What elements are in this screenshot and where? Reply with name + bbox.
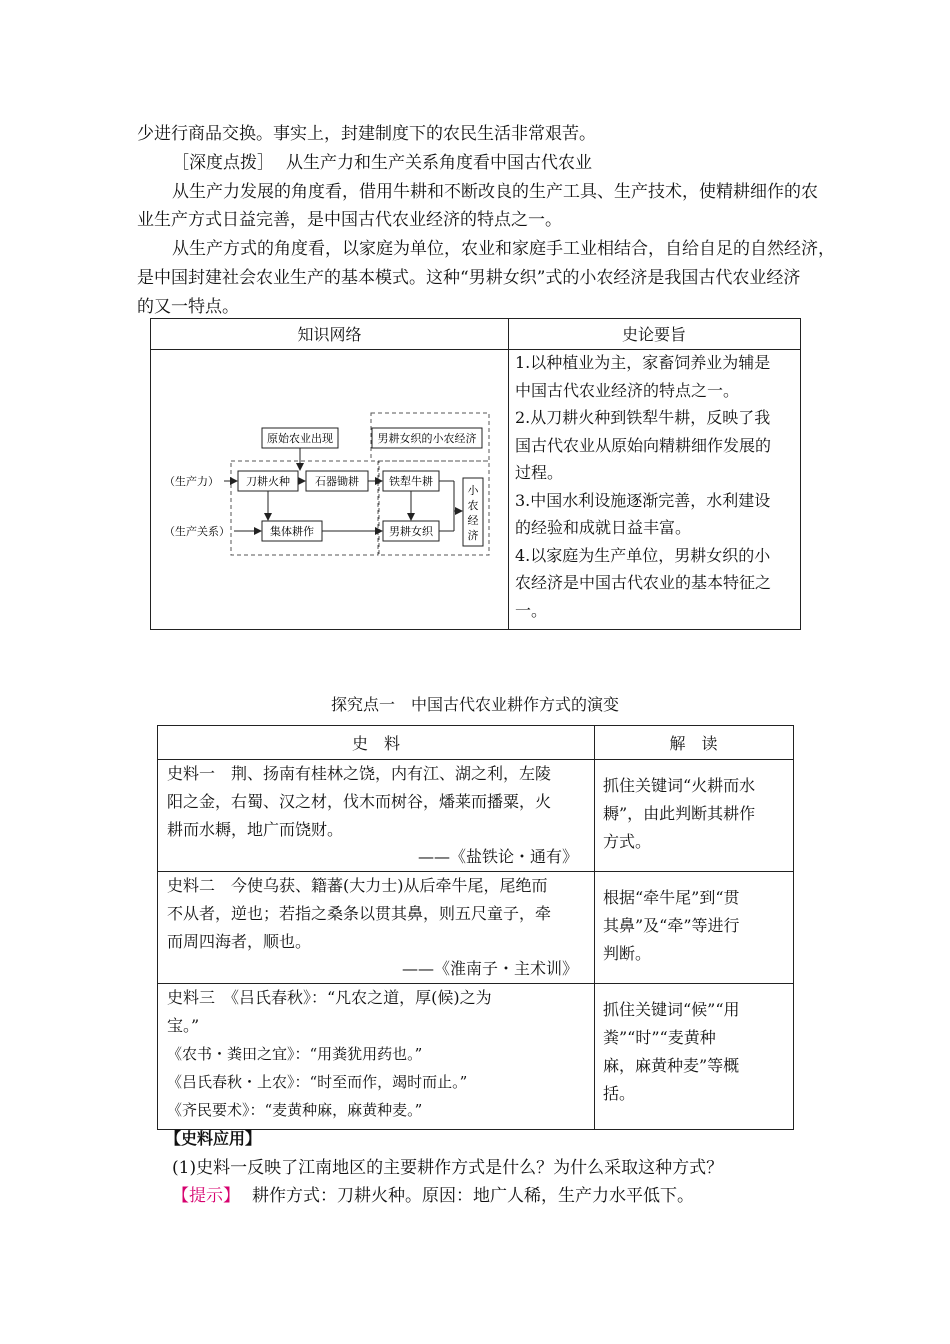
small-econ-label: 男耕女织的小农经济 [377, 432, 477, 445]
origin-label: 原始农业出现 [267, 432, 333, 445]
reading-3 [603, 996, 783, 1108]
source-2-text [167, 872, 592, 956]
source-line: 《农书・粪田之宜》：“用粪犹用药也。” [167, 1045, 423, 1063]
reading-line: 粪”“时”“麦黄种 [603, 1028, 716, 1047]
reading-header: 解 读 [669, 734, 718, 753]
source-line: 阳之金，右蜀、汉之材，伐木而树谷，燔莱而播粟，火 [167, 792, 552, 811]
application-tag: 【史料应用】 [165, 1129, 262, 1148]
reading-line: 方式。 [603, 832, 652, 851]
paragraph-line: 从生产方式的角度看，以家庭为单位，农业和家庭手工业相结合，自给自足的自然经济， [172, 239, 835, 259]
source-line: 宝。” [167, 1016, 200, 1035]
key-point-line: 1.以种植业为主，家畜饲养业为辅是 [515, 353, 771, 372]
key-point-line: 过程。 [515, 463, 564, 482]
source-line: 史料三 《吕氏春秋》：“凡农之道，厚(候)之为 [167, 988, 492, 1007]
key-point-line: 国古代农业从原始向精耕细作发展的 [515, 435, 772, 455]
key-point-line: 农经济是中国古代农业的基本特征之 [515, 573, 772, 592]
deep-note-title: 从生产力和生产关系角度看中国古代农业 [286, 153, 592, 173]
collective-label: 集体耕作 [270, 525, 314, 538]
paragraph-line: 从生产力发展的角度看，借用牛耕和不断改良的生产工具、生产技术，使精耕细作的农 [172, 182, 818, 202]
reading-line: 根据“牵牛尾”到“贯 [603, 888, 740, 907]
section-title: 探究点一 中国古代农业耕作方式的演变 [330, 695, 619, 714]
key-points-header: 史论要旨 [621, 325, 686, 344]
source-line: 不从者，逆也；若指之桑条以贯其鼻，则五尺童子，牵 [167, 904, 552, 923]
reading-line: 其鼻”及“牵”等进行 [603, 916, 740, 935]
reading-line: 括。 [603, 1084, 636, 1103]
iron-plough-label: 铁犁牛耕 [389, 475, 433, 488]
paragraph-line: 的又一特点。 [137, 297, 239, 317]
source-line: 《齐民要术》：“麦黄种麻，麻黄种麦。” [167, 1101, 423, 1119]
productive-force-label: （生产力） [164, 475, 219, 488]
knowledge-network-diagram [154, 353, 504, 623]
family-label: 男耕女织 [389, 525, 433, 538]
reading-line: 判断。 [603, 944, 652, 963]
small-econ-vertical-label: 小农经济 [467, 484, 479, 542]
summary-table [150, 318, 801, 630]
key-point-line: 的经验和成就日益丰富。 [515, 518, 692, 537]
key-point-line: 一。 [515, 600, 548, 620]
hint-tag: 【提示】 [172, 1186, 240, 1206]
key-points-list [515, 349, 797, 624]
paragraph-line: 业生产方式日益完善，是中国古代农业经济的特点之一。 [137, 210, 562, 230]
slash-burn-label: 刀耕火种 [246, 475, 290, 488]
source-3-text [167, 984, 592, 1124]
application-question: (1)史料一反映了江南地区的主要耕作方式是什么？为什么采取这种方式？ [172, 1158, 724, 1178]
reading-line: 耨”，由此判断其耕作 [603, 804, 756, 823]
intro-line: 少进行商品交换。事实上，封建制度下的农民生活非常艰苦。 [137, 124, 596, 144]
source-2-citation: ——《淮南子・主术训》 [401, 959, 578, 978]
source-line: 史料二 今使乌获、籍蕃(大力士)从后牵牛尾，尾绝而 [167, 876, 548, 895]
deep-note [172, 148, 592, 178]
reading-line: 抓住关键词“火耕而水 [603, 776, 756, 795]
source-line: 《吕氏春秋・上农》：“时至而作，竭时而止。” [167, 1073, 468, 1091]
hint-line [172, 1181, 694, 1211]
reading-line: 麻，麻黄种麦”等概 [603, 1056, 740, 1075]
reading-line: 抓住关键词“候”“用 [603, 1000, 740, 1019]
stone-hoe-label: 石器锄耕 [315, 475, 359, 488]
key-point-line: 4.以家庭为生产单位，男耕女织的小 [515, 545, 771, 565]
source-1-text [167, 760, 592, 844]
key-point-line: 3.中国水利设施逐渐完善，水利建设 [515, 490, 771, 510]
paragraph-line: 是中国封建社会农业生产的基本模式。这种“男耕女织”式的小农经济是我国古代农业经济 [137, 268, 801, 288]
key-point-line: 2.从刀耕火种到铁犁牛耕，反映了我 [515, 408, 771, 427]
source-line: 耕而水耨，地广而饶财。 [167, 820, 344, 839]
reading-1 [603, 772, 783, 856]
knowledge-network-header: 知识网络 [297, 325, 362, 344]
deep-note-tag: ［深度点拨］ [172, 153, 274, 173]
production-relation-label: （生产关系） [164, 525, 230, 538]
source-line: 而周四海者，顺也。 [167, 932, 312, 951]
key-point-line: 中国古代农业经济的特点之一。 [515, 380, 740, 400]
hint-text: 耕作方式：刀耕火种。原因：地广人稀，生产力水平低下。 [252, 1186, 694, 1206]
source-1-citation: ——《盐铁论・通有》 [417, 847, 578, 866]
reading-2 [603, 884, 783, 968]
source-line: 史料一 荆、扬南有桂林之饶，内有江、湖之利，左陵 [167, 764, 552, 783]
sources-header: 史 料 [351, 734, 400, 753]
sources-table [157, 725, 794, 1130]
